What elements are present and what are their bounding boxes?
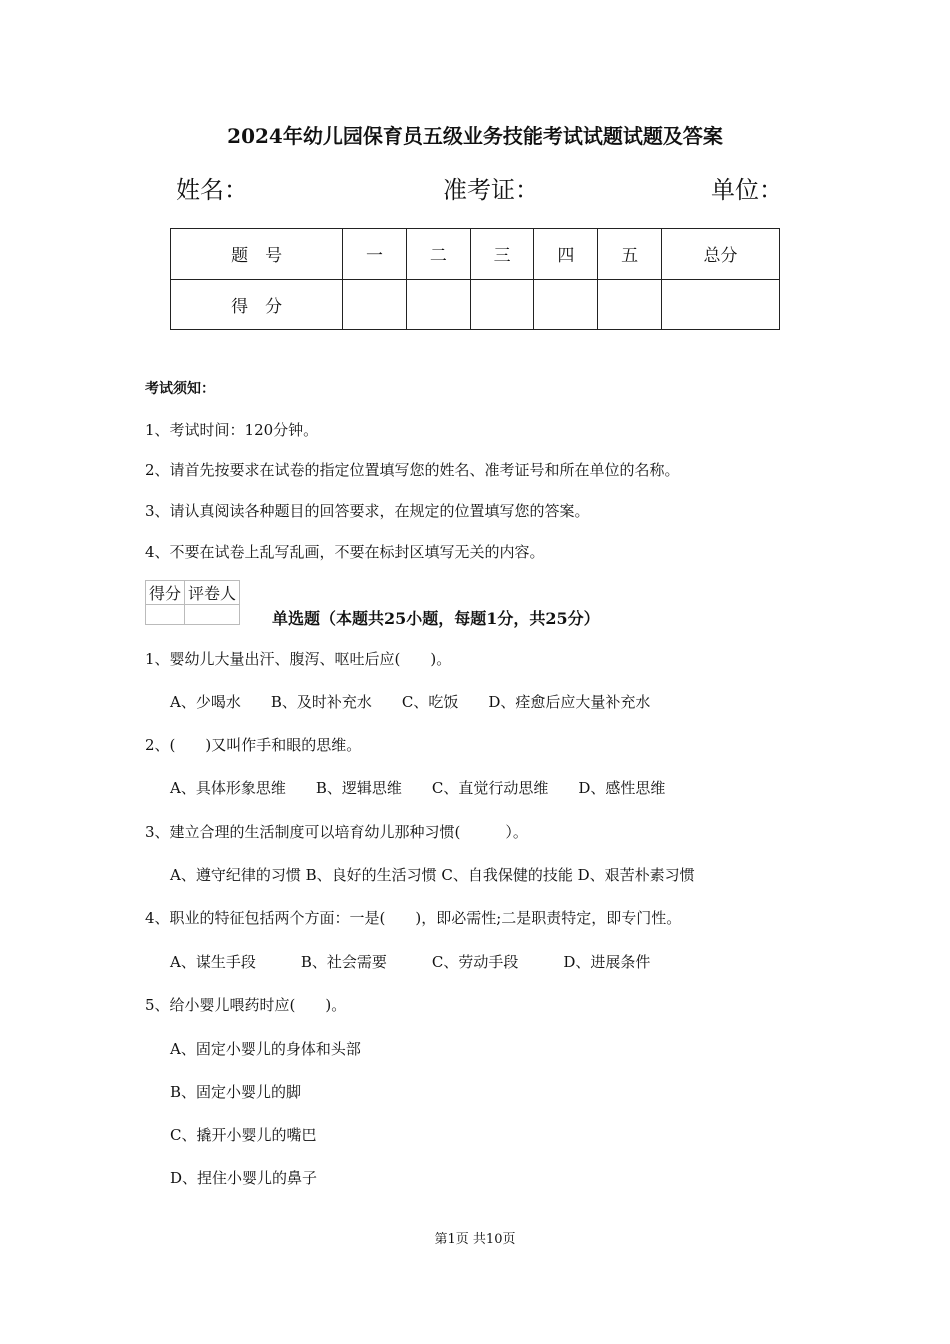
score-cell-5: 五 bbox=[598, 229, 662, 280]
question-4-options: A、谋生手段 B、社会需要 C、劳动手段 D、进展条件 bbox=[170, 953, 651, 971]
score-cell-total: 总分 bbox=[662, 229, 780, 280]
question-2: 2、( )又叫作手和眼的思维。 bbox=[145, 736, 362, 754]
score-table bbox=[170, 228, 780, 330]
score-cell-1: 一 bbox=[343, 229, 407, 280]
score-table-score-row bbox=[171, 279, 780, 330]
score-input-2[interactable] bbox=[406, 279, 470, 330]
score-cell-3: 三 bbox=[470, 229, 534, 280]
score-cell-2: 二 bbox=[406, 229, 470, 280]
grader-score-label: 得分 bbox=[146, 581, 185, 605]
notice-heading: 考试须知： bbox=[145, 381, 215, 397]
question-5: 5、给小婴儿喂药时应( )。 bbox=[145, 996, 347, 1014]
name-label: 姓名： bbox=[176, 176, 248, 204]
score-input-4[interactable] bbox=[534, 279, 598, 330]
grader-box bbox=[145, 580, 240, 625]
notice-item-4: 4、不要在试卷上乱写乱画，不要在标封区填写无关的内容。 bbox=[145, 543, 545, 561]
score-row-label: 得 分 bbox=[171, 279, 343, 330]
question-4: 4、职业的特征包括两个方面：一是( )，即必需性;二是职责特定，即专门性。 bbox=[145, 909, 682, 927]
score-cell-label: 题 号 bbox=[171, 229, 343, 280]
question-3: 3、建立合理的生活制度可以培育幼儿那种习惯( ）。 bbox=[145, 823, 528, 841]
question-1: 1、婴幼儿大量出汗、腹泻、呕吐后应( )。 bbox=[145, 650, 452, 668]
grader-score-cell[interactable] bbox=[146, 605, 185, 625]
grader-name-cell[interactable] bbox=[185, 605, 240, 625]
score-cell-4: 四 bbox=[534, 229, 598, 280]
question-5-option-c: C、撬开小婴儿的嘴巴 bbox=[170, 1126, 317, 1144]
notice-item-2: 2、请首先按要求在试卷的指定位置填写您的姓名、准考证号和所在单位的名称。 bbox=[145, 461, 680, 479]
exam-id-label: 准考证： bbox=[443, 176, 539, 204]
score-table-header-row bbox=[171, 229, 780, 280]
page-footer: 第1页 共10页 bbox=[434, 1232, 516, 1247]
question-2-options: A、具体形象思维 B、逻辑思维 C、直觉行动思维 D、感性思维 bbox=[170, 779, 666, 797]
question-1-options: A、少喝水 B、及时补充水 C、吃饭 D、痊愈后应大量补充水 bbox=[170, 693, 651, 711]
section-title: 单选题（本题共25小题，每题1分，共25分） bbox=[272, 609, 600, 628]
score-input-total[interactable] bbox=[662, 279, 780, 330]
notice-item-3: 3、请认真阅读各种题目的回答要求，在规定的位置填写您的答案。 bbox=[145, 502, 590, 520]
unit-label: 单位： bbox=[711, 176, 783, 204]
question-5-option-a: A、固定小婴儿的身体和头部 bbox=[170, 1040, 361, 1058]
score-input-3[interactable] bbox=[470, 279, 534, 330]
question-3-options: A、遵守纪律的习惯 B、良好的生活习惯 C、自我保健的技能 D、艰苦朴素习惯 bbox=[170, 866, 695, 884]
page-title: 2024年幼儿园保育员五级业务技能考试试题试题及答案 bbox=[227, 124, 723, 148]
question-5-option-b: B、固定小婴儿的脚 bbox=[170, 1083, 302, 1101]
score-input-5[interactable] bbox=[598, 279, 662, 330]
grader-name-label: 评卷人 bbox=[185, 581, 240, 605]
notice-item-1: 1、考试时间：120分钟。 bbox=[145, 421, 319, 439]
question-5-option-d: D、捏住小婴儿的鼻子 bbox=[170, 1169, 318, 1187]
score-input-1[interactable] bbox=[343, 279, 407, 330]
